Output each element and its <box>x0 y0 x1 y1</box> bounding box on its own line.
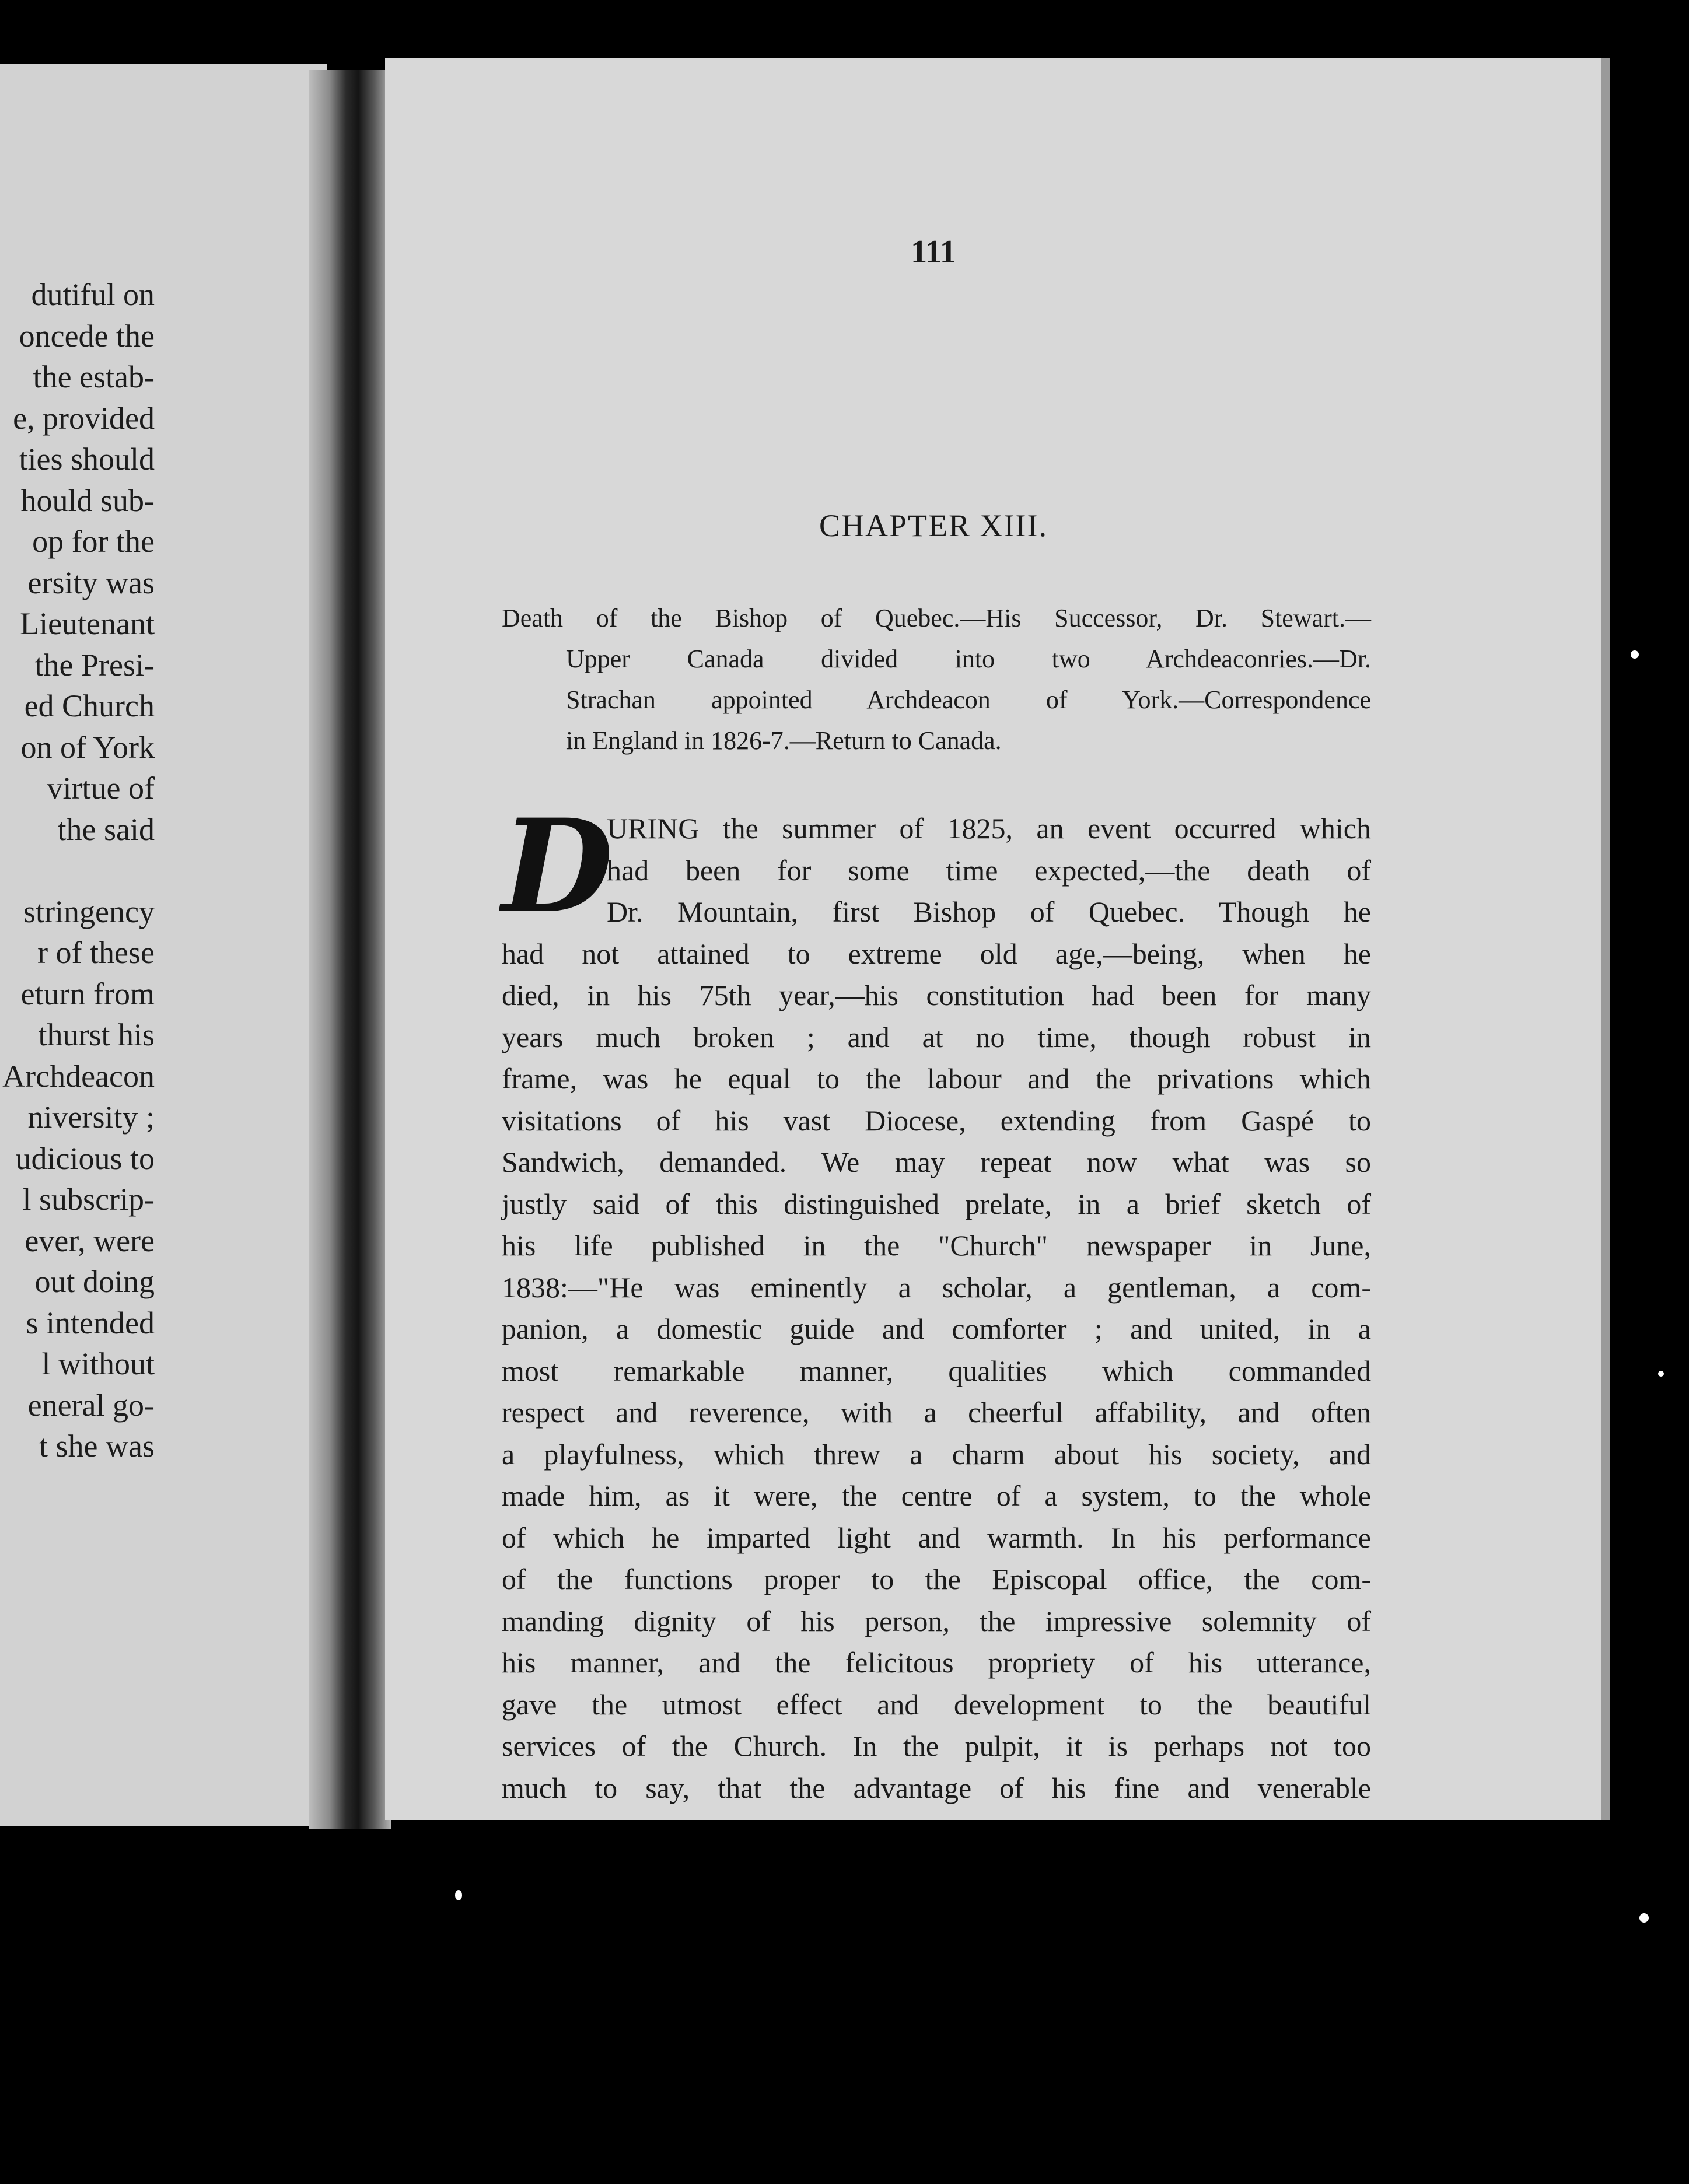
body-line: his manner, and the felicitous propriety of his utterance, <box>502 1646 1371 1679</box>
body-line: had been for some time expected,—the death of <box>607 853 1371 887</box>
left-page-line: dutiful on <box>31 277 155 312</box>
drop-cap: D <box>502 790 613 942</box>
body-line: of the functions proper to the Episcopal office, the com- <box>502 1563 1371 1595</box>
left-page-line: virtue of <box>47 771 155 806</box>
left-page-line: Lieutenant <box>20 606 155 641</box>
body-line: justly said of this distinguished prelate, in a brief sketch of <box>502 1187 1371 1220</box>
left-page-line: eneral go- <box>27 1387 155 1423</box>
left-page-line: l without <box>41 1346 155 1381</box>
left-page-line: ed Church <box>24 688 155 723</box>
left-page-line: udicious to <box>15 1140 155 1176</box>
scan-speck <box>1639 1913 1649 1923</box>
body-text <box>502 790 1371 1809</box>
left-page-line: thurst his <box>38 1017 155 1052</box>
left-page-line: eturn from <box>20 976 155 1012</box>
chapter-title: CHAPTER XIII. <box>819 508 1048 543</box>
left-page-line: out doing <box>34 1264 155 1299</box>
body-line: died, in his 75th year,—his constitution had been for many <box>502 979 1371 1012</box>
body-line: frame, was he equal to the labour and the privations which <box>502 1062 1371 1095</box>
body-line: panion, a domestic guide and comforter ; and united, in a <box>502 1312 1371 1345</box>
body-line: a playfulness, which threw a charm about his society, and <box>502 1437 1371 1471</box>
scan-speck <box>1658 1371 1664 1377</box>
left-page-line: oncede the <box>19 318 155 354</box>
body-line: his life published in the "Church" newspaper in June, <box>502 1229 1371 1262</box>
page-number: 111 <box>911 234 956 270</box>
body-line: of which he imparted light and warmth. In his performance <box>502 1521 1371 1554</box>
left-page-line: hould sub- <box>20 482 155 518</box>
body-line: 1838:—"He was eminently a scholar, a gentleman, a com- <box>502 1270 1371 1304</box>
body-line: made him, as it were, the centre of a system, to the whole <box>502 1479 1371 1512</box>
left-page-line: on of York <box>20 729 155 765</box>
summary-line: Strachan appointed Archdeacon of York.—Correspondence <box>566 685 1371 714</box>
body-line: most remarkable manner, qualities which commanded <box>502 1354 1371 1387</box>
body-line: visitations of his vast Diocese, extending from Gaspé to <box>502 1104 1371 1137</box>
body-line: much to say, that the advantage of his fine and venerable <box>502 1771 1371 1804</box>
left-page-line: s intended <box>26 1305 155 1340</box>
chapter-summary <box>502 598 1371 761</box>
left-page <box>0 64 327 1826</box>
summary-line: Death of the Bishop of Quebec.—His Successor, Dr. Stewart.— <box>502 604 1371 632</box>
left-page-text <box>0 64 155 1826</box>
body-line: URING the summer of 1825, an event occurred which <box>607 812 1371 845</box>
left-page-line: niversity ; <box>27 1100 155 1135</box>
left-page-line: the Presi- <box>34 647 155 682</box>
left-page-line: l subscrip- <box>22 1182 155 1217</box>
body-line: years much broken ; and at no time, though robust in <box>502 1020 1371 1054</box>
body-line: respect and reverence, with a cheerful affability, and often <box>502 1396 1371 1429</box>
scan-speck <box>1631 650 1639 659</box>
page-edge <box>1601 58 1610 1820</box>
left-page-line: ties should <box>19 442 155 477</box>
summary-line: Upper Canada divided into two Archdeaconries.—Dr. <box>566 645 1371 673</box>
body-line: gave the utmost effect and development to the beautiful <box>502 1688 1371 1721</box>
left-page-line: ersity was <box>27 565 155 600</box>
left-page-line: e, provided <box>13 400 155 436</box>
book-gutter <box>309 70 391 1829</box>
left-page-line: stringency <box>23 894 155 929</box>
body-line: had not attained to extreme old age,—being, when he <box>502 937 1371 970</box>
body-line: Dr. Mountain, first Bishop of Quebec. Though he <box>607 895 1371 928</box>
body-line: services of the Church. In the pulpit, it is perhaps not too <box>502 1730 1371 1762</box>
left-page-line: t she was <box>39 1429 155 1464</box>
scan-speck <box>455 1890 462 1901</box>
left-page-line: op for the <box>32 524 155 559</box>
left-page-line: r of these <box>37 935 155 970</box>
summary-line: in England in 1826-7.—Return to Canada. <box>566 726 1002 755</box>
body-line: manding dignity of his person, the impressive solemnity of <box>502 1604 1371 1637</box>
left-page-line: the said <box>57 811 155 847</box>
body-line: Sandwich, demanded. We may repeat now what was so <box>502 1146 1371 1178</box>
left-page-line: ever, were <box>25 1223 155 1258</box>
left-page-line: the estab- <box>33 359 155 394</box>
left-page-line: Archdeacon <box>2 1058 155 1094</box>
